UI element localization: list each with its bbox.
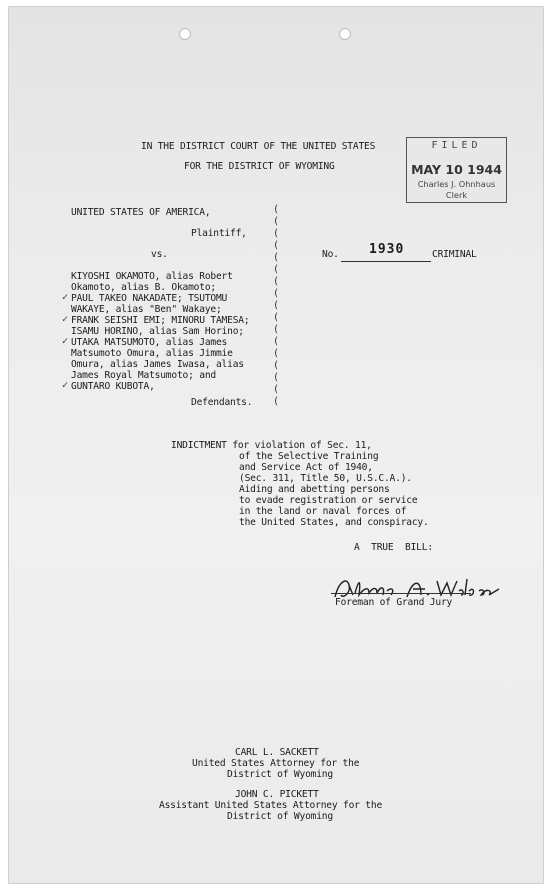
checkmark-icon: ✓ [62, 336, 69, 347]
binder-hole-left [179, 28, 191, 40]
defendants-role: Defendants. [191, 397, 253, 408]
attorney-title: Assistant United States Attorney for the [159, 800, 383, 811]
stamp-clerk-title: Clerk [445, 190, 468, 200]
checkmark-icon: ✓ [62, 380, 69, 391]
attorney-title: United States Attorney for the [192, 758, 360, 769]
stamp-filed: FILED [431, 140, 482, 151]
plaintiff-role: Plaintiff, [191, 228, 247, 239]
defendant-line: FRANK SEISHI EMI; MINORU TAMESA; [71, 315, 250, 326]
defendant-line: UTAKA MATSUMOTO, alias James [71, 337, 228, 348]
indictment-line: to evade registration or service [239, 495, 418, 506]
defendant-line: WAKAYE, alias "Ben" Wakaye; [71, 304, 222, 315]
attorney-title: District of Wyoming [227, 811, 333, 822]
foreman-title: Foreman of Grand Jury [335, 597, 453, 608]
indictment-line: (Sec. 311, Title 50, U.S.C.A.). [239, 473, 412, 484]
indictment-line: and Service Act of 1940, [239, 462, 373, 473]
true-bill: A TRUE BILL: [354, 542, 433, 553]
case-number-rule [341, 261, 431, 262]
stamp-date: MAY 10 1944 [411, 162, 502, 177]
attorney-title: District of Wyoming [227, 769, 333, 780]
indictment-line: INDICTMENT for violation of Sec. 11, [171, 440, 372, 451]
case-no-label: No. [322, 249, 339, 260]
versus: vs. [151, 249, 168, 260]
defendant-line: James Royal Matsumoto; and [71, 370, 216, 381]
defendant-line: KIYOSHI OKAMOTO, alias Robert [71, 271, 233, 282]
case-number: 1930 [369, 242, 405, 257]
indictment-line: the United States, and conspiracy. [239, 517, 429, 528]
plaintiff-name: UNITED STATES OF AMERICA, [71, 207, 211, 218]
defendant-line: Okamoto, alias B. Okamoto; [71, 282, 216, 293]
defendant-line: PAUL TAKEO NAKADATE; TSUTOMU [71, 293, 228, 304]
binder-hole-right [339, 28, 351, 40]
court-heading-line2: FOR THE DISTRICT OF WYOMING [184, 161, 335, 172]
checkmark-icon: ✓ [62, 314, 69, 325]
caption-bracket: ( ( ( ( ( ( ( ( ( ( ( ( ( ( ( ( ( [273, 204, 280, 407]
indictment-line: Aiding and abetting persons [239, 484, 390, 495]
filed-stamp [406, 137, 507, 203]
defendant-line: Omura, alias James Iwasa, alias [71, 359, 244, 370]
defendant-line: GUNTARO KUBOTA, [71, 381, 155, 392]
signature-rule [331, 593, 471, 594]
defendant-line: Matsumoto Omura, alias Jimmie [71, 348, 233, 359]
attorney-name: JOHN C. PICKETT [235, 789, 319, 800]
court-heading-line1: IN THE DISTRICT COURT OF THE UNITED STATES [141, 141, 376, 152]
checkmark-icon: ✓ [62, 292, 69, 303]
case-type: CRIMINAL [432, 249, 477, 260]
indictment-line: of the Selective Training [239, 451, 379, 462]
stamp-clerk-name: Charles J. Ohnhaus [417, 179, 496, 189]
attorney-name: CARL L. SACKETT [235, 747, 319, 758]
indictment-line: in the land or naval forces of [239, 506, 407, 517]
indictment-document [8, 6, 544, 884]
defendant-line: ISAMU HORINO, alias Sam Horino; [71, 326, 244, 337]
